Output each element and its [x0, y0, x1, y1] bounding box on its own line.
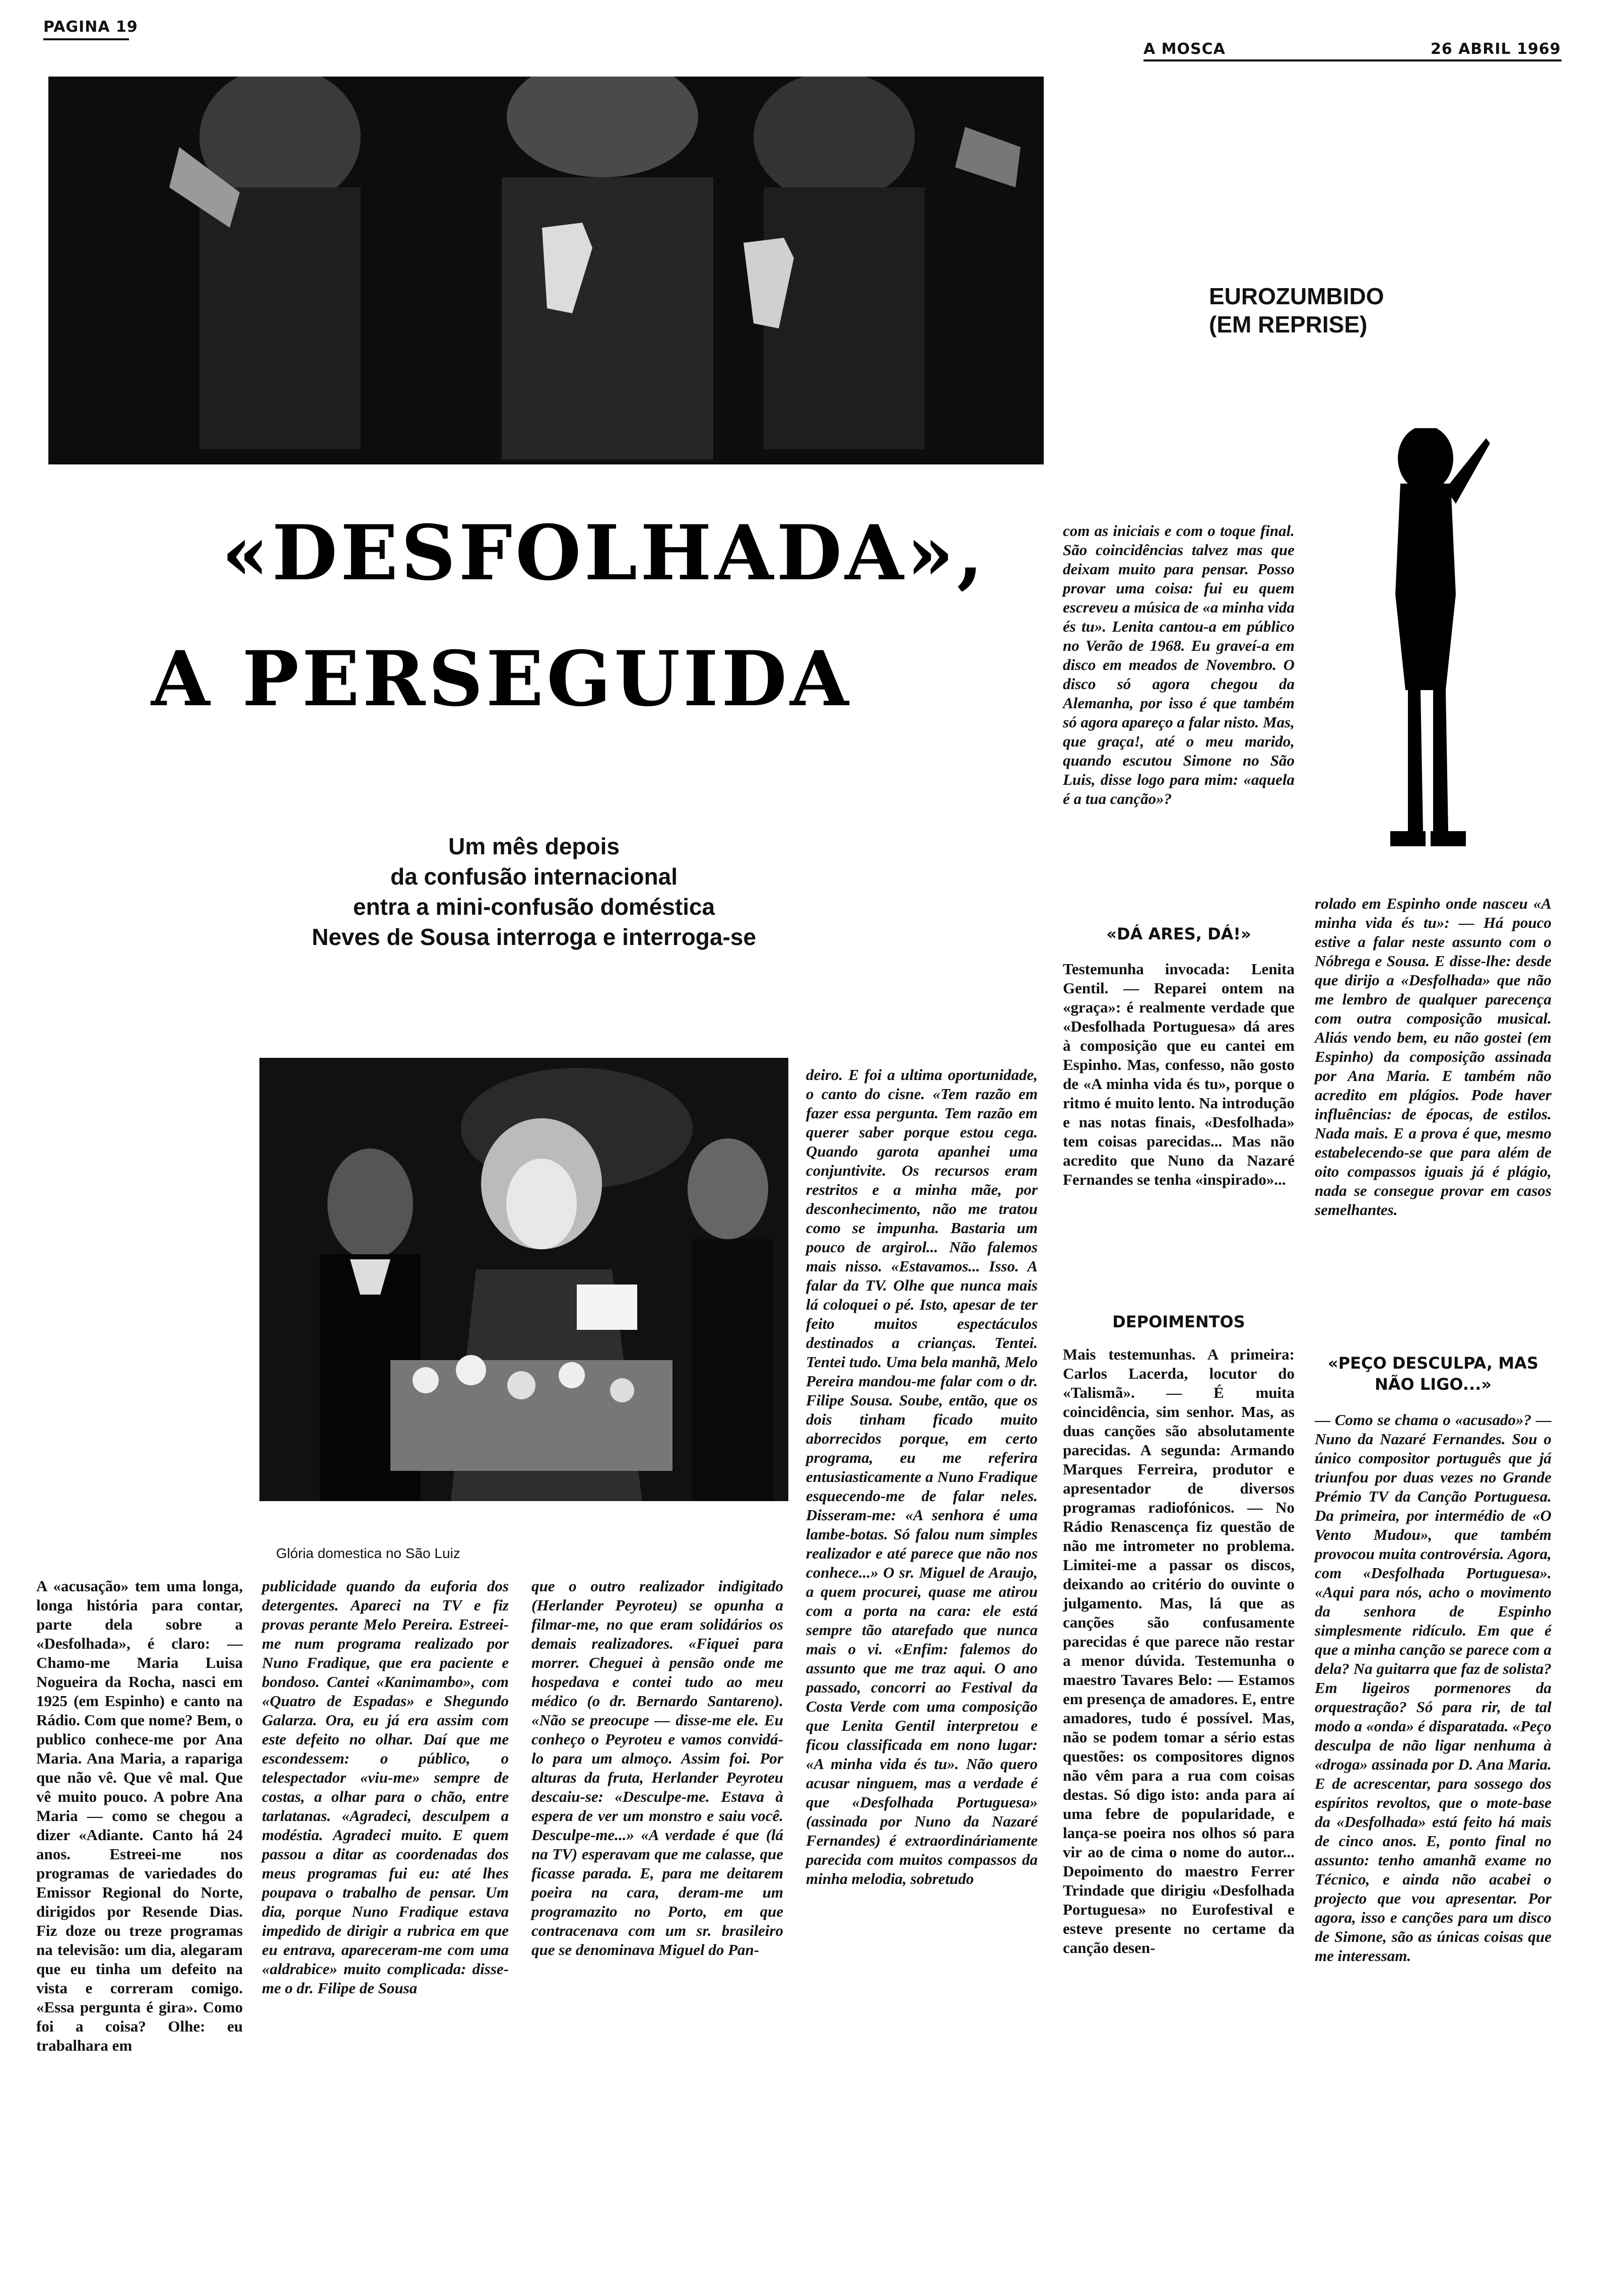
- article-column-2: [262, 1577, 509, 1998]
- column-1-text: A «acusação» tem uma longa, longa história para contar, parte dela sobre a «Desfolhada», é claro: —Chamo-me Maria Luisa Nogueira da Rocha, nasci em 1925 (em Espinho) e canto na Rádio. Com que nome? Bem, o publico conhece-me por Ana Maria. Ana Maria, a rapariga que não vê. Que vê mal. Que vê muito pouco. A pobre Ana Maria — como se chegou a dizer «Adiante. Canto há 24 anos. Estreei-me nos programas de variedades do Emissor Regional do Norte, dirigidos por Resende Dias. Fiz doze ou treze programas na televisão: um dia, alegaram que eu tinha um defeito na vista e correram comigo. «Essa pergunta é gira». Como foi a coisa? Olhe: eu trabalhara em: [36, 1577, 243, 2054]
- top-photo: [48, 77, 1044, 464]
- column-5-top-text: com as iniciais e com o toque final. São coincidências talvez mas que deixam muito para pensar. Posso provar uma coisa: fui eu quem escreveu a música de «a minha vida és tu». Lenita cantou-a em público no Verão de 1968. Eu graveí-a em disco em meados de Novembro. O disco só agora chegou da Alemanha, por isso é que também só agora apareço a falar nisto. Mas, que graça!, até o meu marido, quando escutou Simone no São Luis, disse logo para mim: «aquela é a tua canção»?: [1063, 522, 1295, 807]
- top-photo-image: [48, 77, 1044, 464]
- article-column-3: [531, 1577, 783, 1960]
- newspaper-name: A MOSCA: [1143, 40, 1226, 58]
- header-underline-left: [43, 38, 129, 40]
- column-5-bottom-text: Mais testemunhas. A primeira: Carlos Lacerda, locutor do «Talismã». — É muita coincidência, sim senhor. Mas, as duas canções são absolutamente parecidas. A segunda: Armando Marques Ferreira, produtor e apresentador de diversos programas radiofónicos. — No Rádio Renascença fiz questão de não me intrometer no problema. Limitei-me a passar os discos, deixando ao critério do ouvinte o julgamento. Mas, lá que as canções são confusamente parecidas é que parece não restar a menor dúvida. Testemunha o maestro Tavares Belo: — Estamos em presença de amadores. E, entre amadores, tudo é possível. Mas, não se podem tomar a sério estas questões: os compositores dignos não vêm para a rua com coisas destas. Só digo isto: anda para aí uma febre de popularidade, e lança-se poeira nos olhos só para vir ao de cima o nome do autor... Depoimento do maestro Ferrer Trindade que dirigiu «Desfolhada Portuguesa» no Eurofestival e esteve presente no certame da canção desen-: [1063, 1345, 1295, 1956]
- column-2-text: publicidade quando da euforia dos detergentes. Apareci na TV e fiz provas perante Melo Pereira. Estreei-me num programa realizado por Nuno Fradique, que era paciente e bondoso. Cantei «Kanimambo», com «Quatro de Espadas» e Shegundo Galarza. Ora, eu já era assim com este defeito no olhar. Daí que me escondessem: o público, o telespectador «viu-me» sempre de costas, a olhar para o chão, entre tarlatanas. «Agradeci, desculpem a modéstia. Agradeci muito. E quem passou a ditar as coordenadas dos meus programas fui eu: até lhes poupava o trabalho de pensar. Um dia, porque Nuno Fradique estava impedido de dirigir a rubrica em que eu entrava, apareceram-me com uma «aldrabice» muito complicada: disse-me o dr. Filipe de Sousa: [262, 1577, 509, 1997]
- column-6-top-text: rolado em Espinho onde nasceu «A minha vida és tu»: — Há pouco estive a falar neste assunto com o Nóbrega e Sousa. E disse-lhe: desde que dirijo a «Desfolhada» que não me lembro de qualquer parecença com outra composição musical. Aliás vendo bem, eu não gostei (em Espinho) da composição assinada por Ana Maria. E também não acredito em plágios. Pode haver influências: de épocas, de estilos. Nada mais. E a prova é que, mesmo estabelecendo-se que para além de oito compassos iguais já é plágio, nada se consegue provar em casos semelhantes.: [1315, 895, 1551, 1219]
- column-4-text: deiro. E foi a ultima oportunidade, o canto do cisne. «Tem razão em fazer essa pergunta. Tem razão em querer saber porque estou cega. Quando garota apanhei uma conjuntivite. Os recursos eram restritos e a minha mãe, por desconhecimento, não me tratou como se impunha. Bastaria um pouco de argirol... Não falemos mais nisso. «Estavamos... Isso. A falar da TV. Olhe que nunca mais lá coloquei o pé. Isto, apesar de ter feito muitos espectáculos destinados a crianças. Tentei. Tentei tudo. Uma bela manhã, Melo Pereira mandou-me falar com o dr. Filipe Sousa. Soube, então, que os dois tinham ficado muito aborrecidos porque, em certo programa, eu me referira entusiasticamente a Nuno Fradique esquecendo-me de falar neles. Disseram-me: «A senhora é uma lambe-botas. Só falou num simples realizador e até parece que não nos conhece...» O sr. Miguel de Araujo, a quem procurei, quase me atirou com a porta na cara: ele está sempre tão atarefado que nunca mais o vi. «Enfim: falemos do assunto que me traz aqui. O ano passado, concorri ao Festival da Costa Verde com uma composição que Lenita Gentil interpretou e ficou classificada em nono lugar: «A minha vida és tu». Não quero acusar ninguem, mas a verdade é que «Desfolhada Portuguesa» (assinada por Nuno da Nazaré Fernandes) é extraordináriamente parecida com muitos compassos da minha melodia, sobretudo: [806, 1066, 1038, 1887]
- article-column-5-mid: [1063, 960, 1295, 1189]
- article-column-5-top: [1063, 521, 1295, 808]
- article-column-5-bottom: [1063, 1345, 1295, 1957]
- deck-line-3: entra a mini-confusão doméstica: [353, 894, 715, 920]
- column-5-mid-text: Testemunha invocada: Lenita Gentil. — Reparei ontem na «graça»: é realmente verdade que «Desfolhada Portuguesa» dá ares à composição que eu cantei em Espinho. Mas, confesso, não gosto de «A minha vida és tu», porque o ritmo é muito lento. Na introdução e nas notas finais, «Desfolhada» tem coisas parecidas... Mas não acredito que Nuno da Nazaré Fernandes se tenha «inspirado»...: [1063, 960, 1295, 1188]
- deck-line-2: da confusão internacional: [390, 863, 678, 890]
- photo-caption: Glória domestica no São Luiz: [276, 1545, 460, 1561]
- subhead-depoimentos: DEPOIMENTOS: [1112, 1312, 1245, 1331]
- headline-line-2: A PERSEGUIDA: [151, 635, 852, 723]
- singer-silhouette-image: [1360, 428, 1491, 856]
- article-column-6-top: [1315, 894, 1551, 1220]
- deck-line-1: Um mês depois: [448, 833, 620, 859]
- article-column-4: [806, 1065, 1038, 1888]
- sidebar-title: [1209, 282, 1384, 339]
- sidebar-title-line-1: EUROZUMBIDO: [1209, 283, 1384, 309]
- column-6-bottom-text: — Como se chama o «acusado»? — Nuno da Nazaré Fernandes. Sou o único compositor português que já triunfou por duas vezes no Grande Prémio TV da Canção Portuguesa. Da primeira, por intermédio de «O Vento Mudou», que também provocou muita controvérsia. Agora, com «Desfolhada Portuguesa». «Aqui para nós, acho o movimento da senhora de Espinho simplesmente ridículo. Em que é que a minha canção se parece com a dela? Na guitarra que faz de solista? Em ligeiros pormenores da orquestração? Só para rir, de tal modo a «onda» é disparatada. «Peço desculpa de não ligar nenhuma à «droga» assinada por D. Ana Maria. E de acrescentar, para sossego dos espíritos revoltos, que o mote-base da «Desfolhada» está feito há mais de cinco anos. E, ponto final no assunto: tenho amanhã exame no Técnico, e ainda não acabei o projecto que vou apresentar. Por agora, isso e canções para um disco de Simone, são as únicas coisas que me interessam.: [1315, 1411, 1551, 1965]
- deck-line-4: Neves de Sousa interroga e interroga-se: [312, 924, 756, 950]
- article-column-1: [36, 1577, 243, 2055]
- header-rule: [1143, 59, 1562, 61]
- deck: [282, 831, 786, 952]
- article-column-6-bottom: [1315, 1410, 1551, 1966]
- headline-line-1: «DESFOLHADA»,: [222, 509, 986, 597]
- sidebar-title-line-2: (EM REPRISE): [1209, 311, 1368, 337]
- column-3-text: que o outro realizador indigitado (Herlander Peyroteu) se opunha a filmar-me, no que eram solidários os demais realizadores. «Fiquei para morrer. Cheguei à pensão onde me hospedava e contei tudo ao meu médico (o dr. Bernardo Santareno). «Não se preocupe — disse-me ele. Eu conheço o Peyroteu e vamos convidá-lo para um almoço. Assim foi. Por alturas da fruta, Herlander Peyroteu descaiu-se: «Desculpe-me. Estava à espera de ver um monstro e saiu você. Desculpe-me...» «A verdade é que (lá na TV) esperavam que me calasse, que ficasse parada. E, para me deitarem poeira na cara, deram-me um programazito no Porto, em que contracenava com um sr. brasileiro que se denominava Miguel do Pan-: [531, 1577, 783, 1959]
- concert-photo-image: [259, 1058, 788, 1501]
- subhead-da-ares: «DÁ ARES, DÁ!»: [1106, 924, 1251, 943]
- subhead-peco-desculpa: «PEÇO DESCULPA, MAS NÃO LIGO...»: [1328, 1354, 1538, 1394]
- concert-photo: [259, 1058, 788, 1501]
- singer-silhouette: [1360, 428, 1491, 856]
- issue-date: 26 ABRIL 1969: [1431, 40, 1561, 58]
- page-number: PAGINA 19: [43, 18, 138, 36]
